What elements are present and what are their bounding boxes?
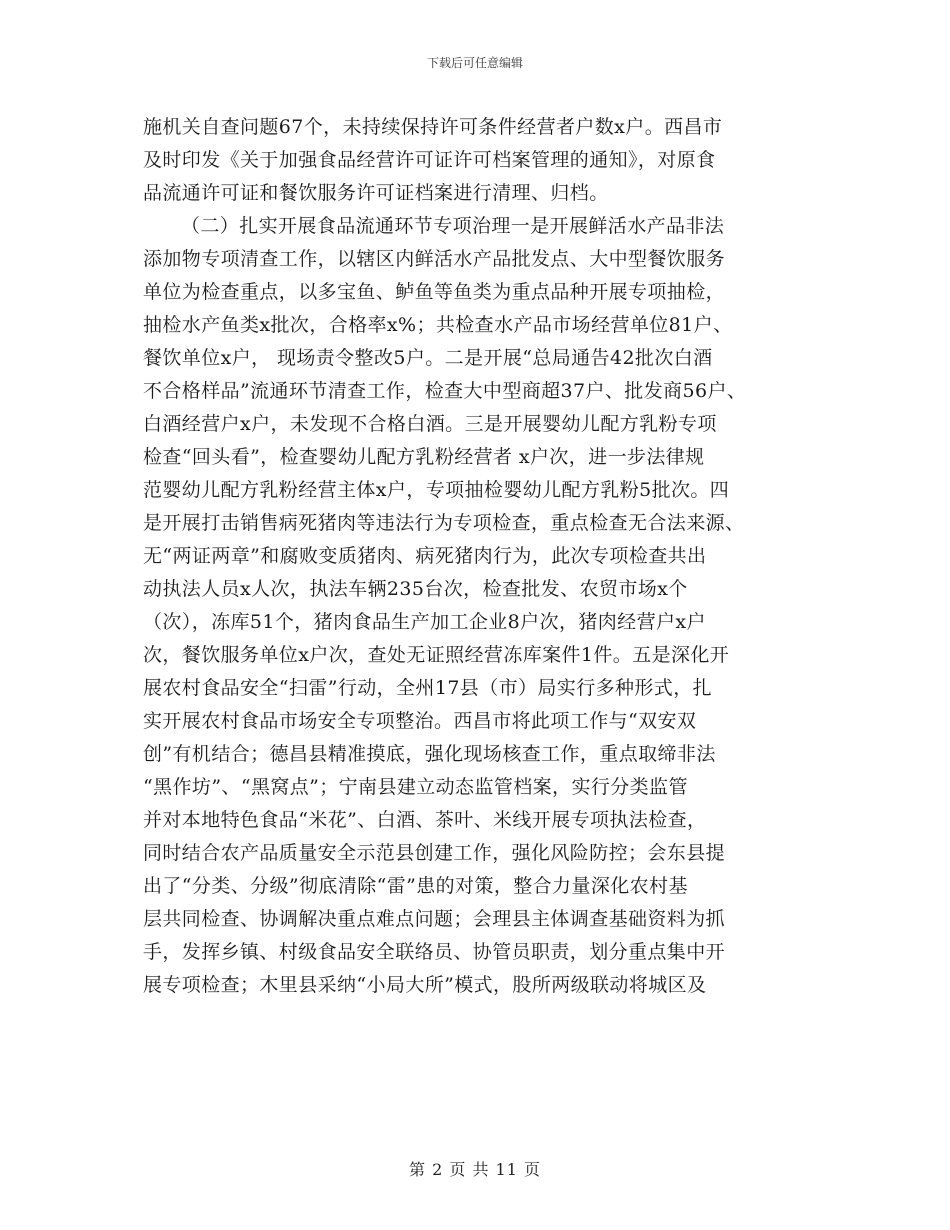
text-line: （次），冻库51个，猪肉食品生产加工企业8户次，猪肉经营户x户 <box>143 611 706 633</box>
text-line: 无“两证两章”和腐败变质猪肉、病死猪肉行为，此次专项检查共出 <box>143 545 707 567</box>
text-line: 手，发挥乡镇、村级食品安全联络员、协管员职责，划分重点集中开 <box>143 941 726 963</box>
text-line: “黑作坊”、“黑窝点”；宁南县建立动态监管档案，实行分类监管 <box>143 776 688 798</box>
section-heading-line: （二）扎实开展食品流通环节专项治理一是开展鲜活水产品非法 <box>181 215 725 237</box>
text-line: 添加物专项清查工作，以辖区内鲜活水产品批发点、大中型餐饮服务 <box>143 248 726 270</box>
text-line: 施机关自查问题67个，未持续保持许可条件经营者户数x户。西昌市 <box>143 116 723 138</box>
text-line: 单位为检查重点，以多宝鱼、鲈鱼等鱼类为重点品种开展专项抽检， <box>143 281 726 303</box>
text-line: 品流通许可证和餐饮服务许可证档案进行清理、归档。 <box>143 182 609 204</box>
text-line: 范婴幼儿配方乳粉经营主体x户，专项抽检婴幼儿配方乳粉5批次。四 <box>143 479 730 501</box>
page-number-footer: 第 2 页 共 11 页 <box>409 1160 541 1179</box>
text-line: 出了“分类、分级”彻底清除“雷”患的对策，整合力量深化农村基 <box>143 875 688 897</box>
text-line: 展专项检查；木里县采纳“小局大所”模式，股所两级联动将城区及 <box>143 974 707 996</box>
document-body <box>143 111 833 1002</box>
text-line: 展农村食品安全“扫雷”行动，全州17县（市）局实行多种形式，扎 <box>143 677 713 699</box>
text-line: 动执法人员x人次，执法车辆235台次，检查批发、农贸市场x个 <box>143 578 688 600</box>
text-line: 不合格样品”流通环节清查工作，检查大中型商超37户、批发商56户、 <box>143 380 747 402</box>
text-line: 餐饮单位x户， 现场责令整改5户。二是开展“总局通告42批次白酒 <box>143 347 713 369</box>
text-line: 实开展农村食品市场安全专项整治。西昌市将此项工作与“双安双 <box>143 710 697 732</box>
text-line: 创”有机结合；德昌县精准摸底，强化现场核查工作，重点取缔非法 <box>143 743 716 765</box>
text-line: 层共同检查、协调解决重点难点问题；会理县主体调查基础资料为抓 <box>143 908 726 930</box>
text-line: 检查“回头看”，检查婴幼儿配方乳粉经营者 x户次，进一步法律规 <box>143 446 705 468</box>
text-line: 同时结合农产品质量安全示范县创建工作，强化风险防控；会东县提 <box>143 842 726 864</box>
text-line: 是开展打击销售病死猪肉等违法行为专项检查，重点检查无合法来源、 <box>143 512 745 534</box>
text-line: 及时印发《关于加强食品经营许可证许可档案管理的通知》，对原食 <box>143 149 716 171</box>
text-line: 抽检水产鱼类x批次，合格率x%；共检查水产品市场经营单位81户、 <box>143 314 733 336</box>
text-line: 并对本地特色食品“米花”、白酒、茶叶、米线开展专项执法检查， <box>143 809 707 831</box>
text-line: 次，餐饮服务单位x户次，查处无证照经营冻库案件1件。五是深化开 <box>143 644 730 666</box>
text-line: 白酒经营户x户，未发现不合格白酒。三是开展婴幼儿配方乳粉专项 <box>143 413 717 435</box>
page-header-note: 下载后可任意编辑 <box>426 56 523 70</box>
